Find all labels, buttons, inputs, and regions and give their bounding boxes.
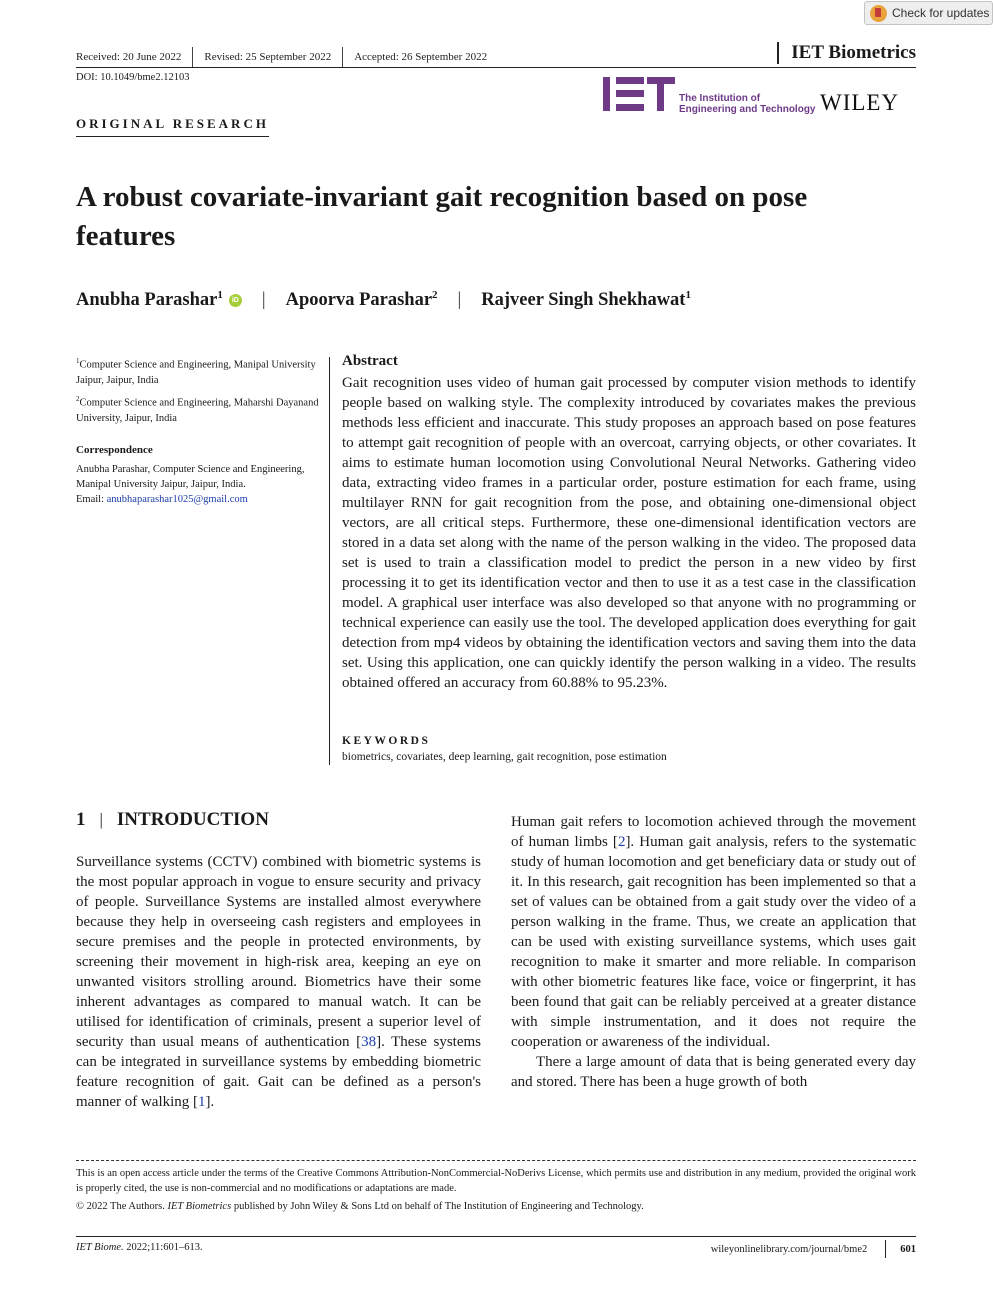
article-type: ORIGINAL RESEARCH <box>76 116 269 137</box>
copyright-line: © 2022 The Authors. IET Biometrics published by John Wiley & Sons Ltd on behalf of The Institution of Engineering and Technology. <box>76 1201 644 1212</box>
correspondence-title: Correspondence <box>76 444 153 456</box>
orcid-icon[interactable]: iD <box>229 294 242 307</box>
article-title: A robust covariate-invariant gait recognition based on pose features <box>76 181 808 252</box>
wiley-logo: WILEY <box>820 90 900 115</box>
abstract-title: Abstract <box>342 353 398 369</box>
page-number: 601 <box>900 1243 916 1255</box>
intro-paragraph: Human gait refers to locomotion achieved through the movement of human limbs [2]. Human gait analysis, refers to the systematic study of human locomotion and get beneficiary data or study out of it. In this research, gait recognition has been implemented so that a set of values can be obtained from a gait study over the video of a person walking in the frame. Thus, we create an application that can be used with existing surveillance systems, which uses gait recognition to make it smarter and more reliable. In comparison with other biometric features like face, voice or fingerprint, it has been found that gait can be reliably perceived at a greater distance with simple instrumentation, and it does not require the cooperation or awareness of the individual. <box>511 814 917 1050</box>
keywords-title: KEYWORDS <box>342 735 431 747</box>
abstract-rule <box>329 357 330 765</box>
footer-right <box>711 1240 916 1258</box>
iet-logo-text <box>679 93 816 115</box>
footer-dashed-rule <box>76 1160 916 1161</box>
crossmark-icon <box>870 5 887 22</box>
keywords-text: biometrics, covariates, deep learning, gait recognition, pose estimation <box>342 751 667 763</box>
citation-link[interactable]: 38 <box>361 1034 377 1050</box>
iet-line-2: Engineering and Technology <box>679 104 816 115</box>
article-dates <box>76 47 487 67</box>
abstract-text: Gait recognition uses video of human gait processed by computer vision methods to identify people based on walking style. The complexity introduced by covariates makes the previous methods less efficient and inaccurate. This study proposes an approach based on pose features to attempt gait recognition of people with an overcoat, carrying objects, or other covariates. It aims to estimate human locomotion using Convolutional Neural Networks. Gathering video data, extracting video frames in a particular order, posture estimation for each frame, using multilayer RNN for gait recognition from the pose, and obtaining one-dimensional object vectors, are all critical steps. Furthermore, these one-dimensional identification vectors are stored in a data set along with the name of the person walking in the video. The proposed data set is used to train a classification model to predict the person in a new video by first processing it to get its identification vector and then to use it as a test case in the classification model. A graphical user interface was also developed so that anyone with no programming or technical experience can easily use the tool. The developed application does everything for gait detection from mp4 videos by obtaining the identification vectors and saving them into the data set. Using this application, one can quickly identify the person walking in a video. The results obtained offered an accuracy from 60.88% to 95.23%. <box>342 375 916 691</box>
journal-title: IET Biometrics <box>791 42 916 63</box>
revised-date: Revised: 25 September 2022 <box>204 51 332 63</box>
intro-right-column <box>511 812 916 1092</box>
affiliation: $^1$Computer Science and Engineering, Manipal University Jaipur, Jaipur, India <box>76 357 316 386</box>
check-for-updates-button[interactable] <box>864 1 993 25</box>
author-name[interactable]: Rajveer Singh Shekhawat$^1$ <box>481 289 691 311</box>
license-text: This is an open access article under the terms of the Creative Commons Attribution-NonCommercial-NoDerivs License, which permits use and distribution in any medium, provided the original work is properly cited, the use is non-commercial and no modifications or adaptations are made. <box>76 1168 916 1194</box>
date-divider <box>192 47 193 67</box>
author-list <box>76 289 691 311</box>
author-divider: | <box>261 289 266 310</box>
citation-line: IET Biome. 2022;11:601–613. <box>76 1242 203 1253</box>
intro-paragraph-left: Surveillance systems (CCTV) combined with biometric systems is the most popular approach in vogue to ensure security and privacy of people. Surveillance Systems are installed almost everywhere because they help in overseeing cash registers and employees in secure premises and the people in protected environments, by screening their movement in high-risk area, keeping an eye on unwanted visitors strolling around. Biometrics have their some inherent advantages as compared to manual watch. It can be utilised for identification of criminals, present a superior level of security than usual means of authentication [38]. These systems can be integrated in surveillance systems by embedding biometric feature recognition of gait. Gait can be defined as a person's manner of walking [1]. <box>76 854 482 1110</box>
doi: DOI: 10.1049/bme2.12103 <box>76 72 190 83</box>
iet-line-1: The Institution of <box>679 93 761 104</box>
journal-divider <box>777 42 779 64</box>
author-name[interactable]: Anubha Parashar$^1$ <box>76 289 223 311</box>
affiliation: $^2$Computer Science and Engineering, Maharshi Dayanand University, Jaipur, India <box>76 395 319 424</box>
check-for-updates-label: Check for updates <box>892 6 990 20</box>
citation-link[interactable]: 1 <box>198 1094 206 1110</box>
iet-logo-icon <box>603 77 675 111</box>
page-divider <box>885 1240 886 1258</box>
citation-link[interactable]: 2 <box>617 834 626 850</box>
footer-rule <box>76 1236 916 1237</box>
author-divider: | <box>457 289 462 310</box>
email-link[interactable]: anubhaparashar1025@gmail.com <box>106 494 248 505</box>
header-rule <box>76 67 916 68</box>
journal-name <box>777 42 916 64</box>
correspondence-text: Anubha Parashar, Computer Science and Engineering, Manipal University Jaipur, Jaipur, India. Email: anubhaparashar1025@gmail.com <box>76 464 305 505</box>
section-heading: 1 | INTRODUCTION <box>76 809 269 830</box>
accepted-date: Accepted: 26 September 2022 <box>354 51 488 63</box>
author-name[interactable]: Apoorva Parashar$^2$ <box>285 289 438 311</box>
intro-paragraph: There a large amount of data that is being generated every day and stored. There has been a huge growth of both <box>511 1054 916 1090</box>
journal-url[interactable]: wileyonlinelibrary.com/journal/bme2 <box>710 1243 868 1255</box>
received-date: Received: 20 June 2022 <box>76 51 182 63</box>
date-divider <box>342 47 343 67</box>
